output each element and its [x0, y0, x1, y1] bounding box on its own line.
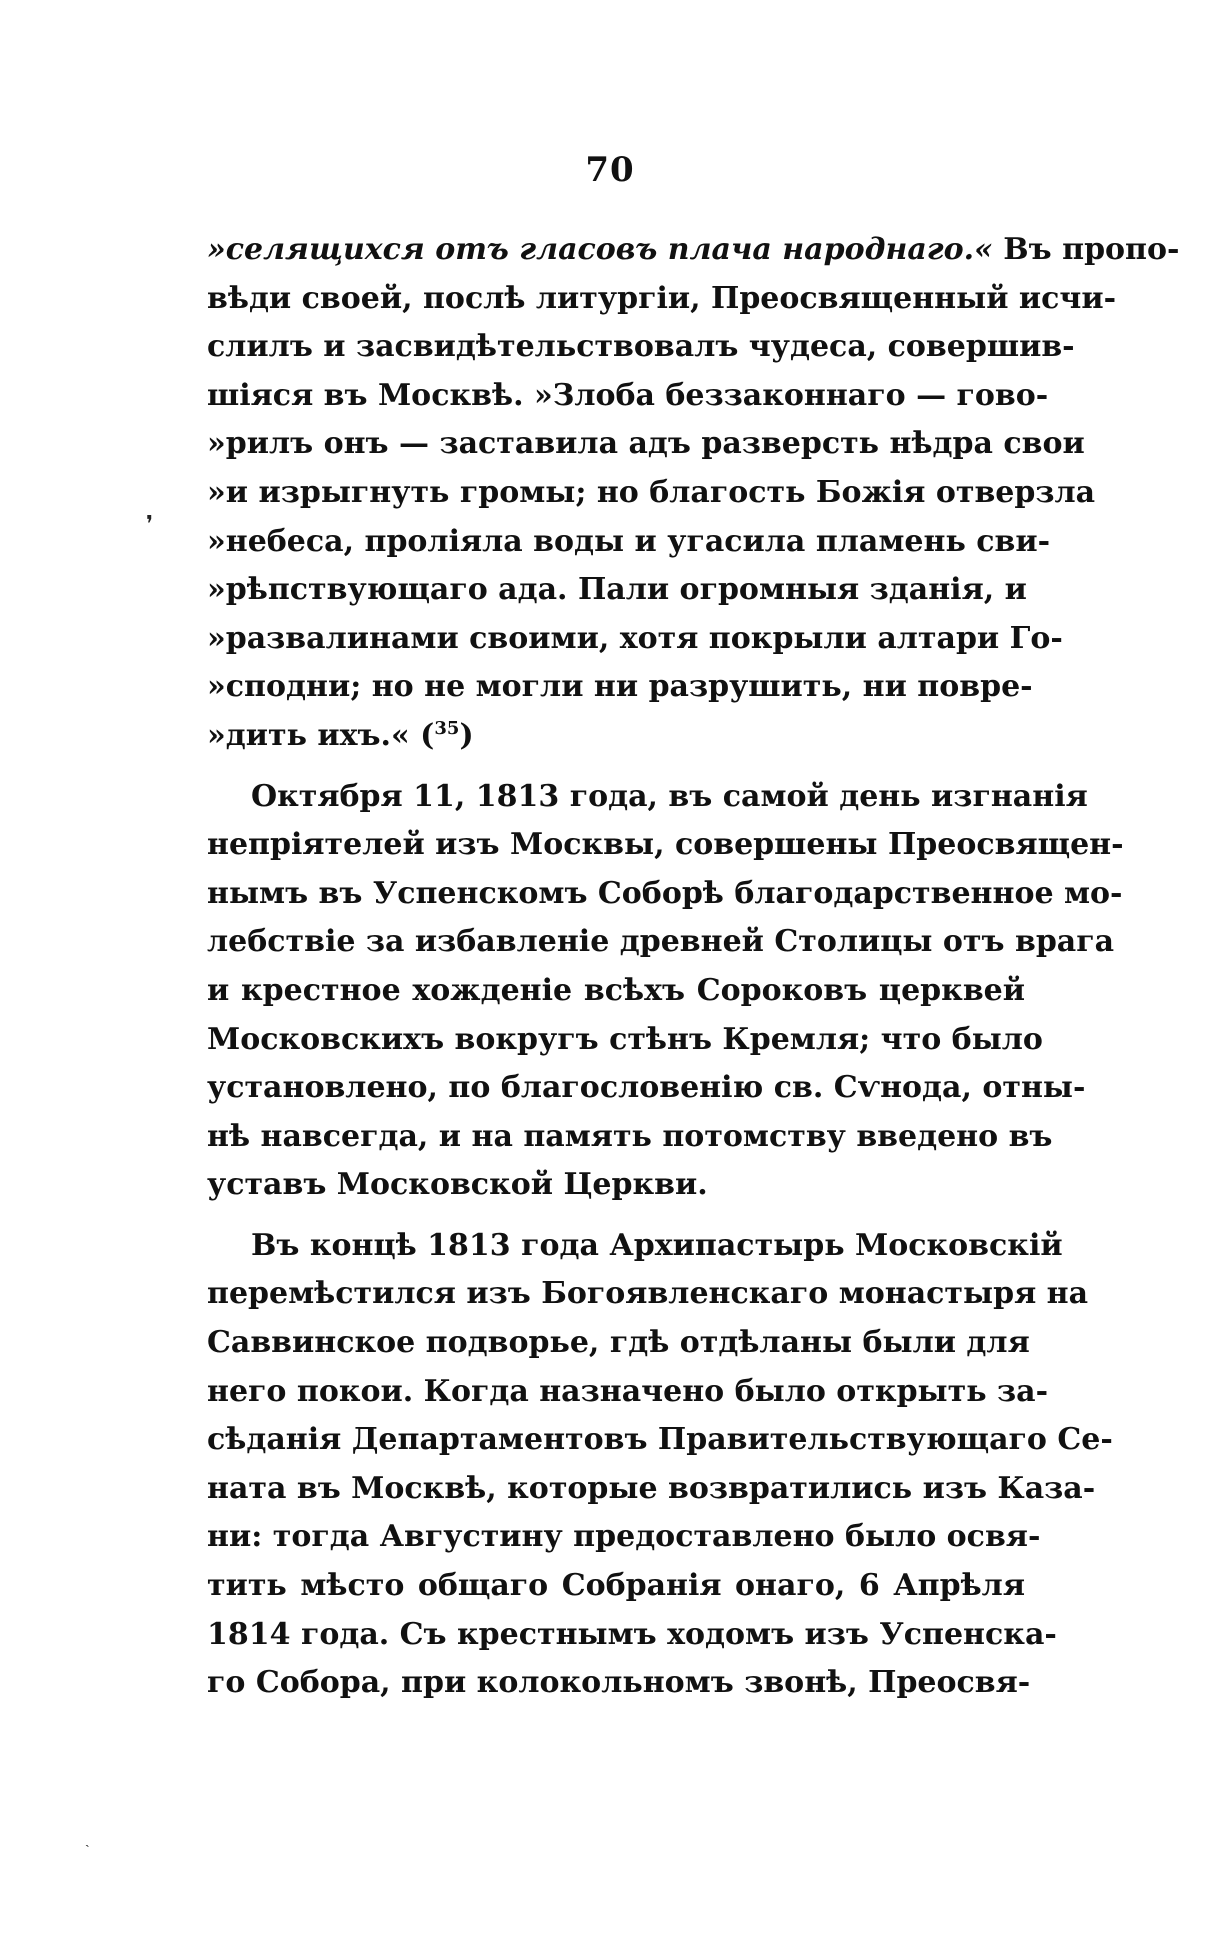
line-text: )	[459, 717, 474, 753]
text-line: »небеса, проліяла воды и угасила пламень сви-	[207, 523, 1051, 559]
paragraph-gap	[207, 1210, 1025, 1222]
text-line: нѣ навсегда, и на память потомству введено въ	[207, 1118, 1053, 1154]
text-line	[207, 712, 1025, 761]
text-line: »рилъ онъ — заставила адъ разверсть нѣдра свои	[207, 426, 1085, 462]
text-line	[207, 226, 1180, 275]
text-line: »рѣпствующаго ада. Пали огромныя зданія, и	[207, 572, 1027, 608]
text-line: установлено, по благословенію св. Сѵнода, отны-	[207, 1070, 1086, 1106]
quote-italic: »селящихся отъ гласовъ плача народнаго.«	[207, 232, 993, 267]
text-line: Московскихъ вокругъ стѣнъ Кремля; что было	[207, 1021, 1043, 1057]
text-line: шіяся въ Москвѣ. »Злоба беззаконнаго — гово-	[207, 377, 1049, 413]
text-line: непріятелей изъ Москвы, совершены Преосвящен-	[207, 827, 1124, 863]
page-number: 70	[585, 150, 635, 190]
line-text: »дить ихъ.« (	[207, 717, 435, 753]
text-line: тить мѣсто общаго Собранія онаго, 6 Апрѣля	[207, 1568, 1025, 1604]
text-line: ни: тогда Августину предоставлено было освя-	[207, 1519, 1041, 1555]
margin-speck: ❜	[146, 512, 154, 537]
text-line: перемѣстился изъ Богоявленскаго монастыря на	[207, 1276, 1089, 1312]
text-line: 1814 года. Съ крестнымъ ходомъ изъ Успенска-	[207, 1616, 1057, 1652]
text-line: Въ концѣ 1813 года Архипастырь Московскій	[251, 1227, 1063, 1263]
text-line: Октября 11, 1813 года, въ самой день изгнанія	[251, 778, 1088, 814]
text-line: лебствіе за избавленіе древней Столицы отъ врага	[207, 924, 1115, 960]
text-line: уставъ Московской Церкви.	[207, 1167, 708, 1203]
paragraph	[207, 226, 1180, 761]
paragraph-gap	[207, 761, 1025, 773]
text-line: нымъ въ Успенскомъ Соборѣ благодарственное мо-	[207, 875, 1123, 911]
text-line: Саввинское подворье, гдѣ отдѣланы были для	[207, 1325, 1030, 1361]
margin-speck: ˎ	[85, 1832, 90, 1848]
line-text: Въ пропо-	[992, 232, 1180, 267]
paragraph	[207, 1222, 1113, 1708]
text-line: го Собора, при колокольномъ звонѣ, Преосвя-	[207, 1665, 1031, 1701]
body-text	[207, 226, 1180, 1708]
text-line: слилъ и засвидѣтельствовалъ чудеса, совершив-	[207, 329, 1075, 365]
text-line: ната въ Москвѣ, которые возвратились изъ Каза-	[207, 1470, 1096, 1506]
text-line: »развалинами своими, хотя покрыли алтари Го-	[207, 620, 1063, 656]
footnote-ref: 35	[434, 717, 460, 739]
text-line: »сподни; но не могли ни разрушить, ни повре-	[207, 669, 1033, 705]
text-line: него покои. Когда назначено было открыть за-	[207, 1373, 1049, 1409]
text-line: вѣди своей, послѣ литургіи, Преосвященный исчи-	[207, 280, 1117, 316]
text-line: »и изрыгнуть громы; но благость Божія отверзла	[207, 474, 1096, 510]
text-line: сѣданія Департаментовъ Правительствующаго Се-	[207, 1422, 1113, 1458]
text-line: и крестное хожденіе всѣхъ Сороковъ церквей	[207, 972, 1025, 1008]
paragraph	[207, 773, 1124, 1210]
